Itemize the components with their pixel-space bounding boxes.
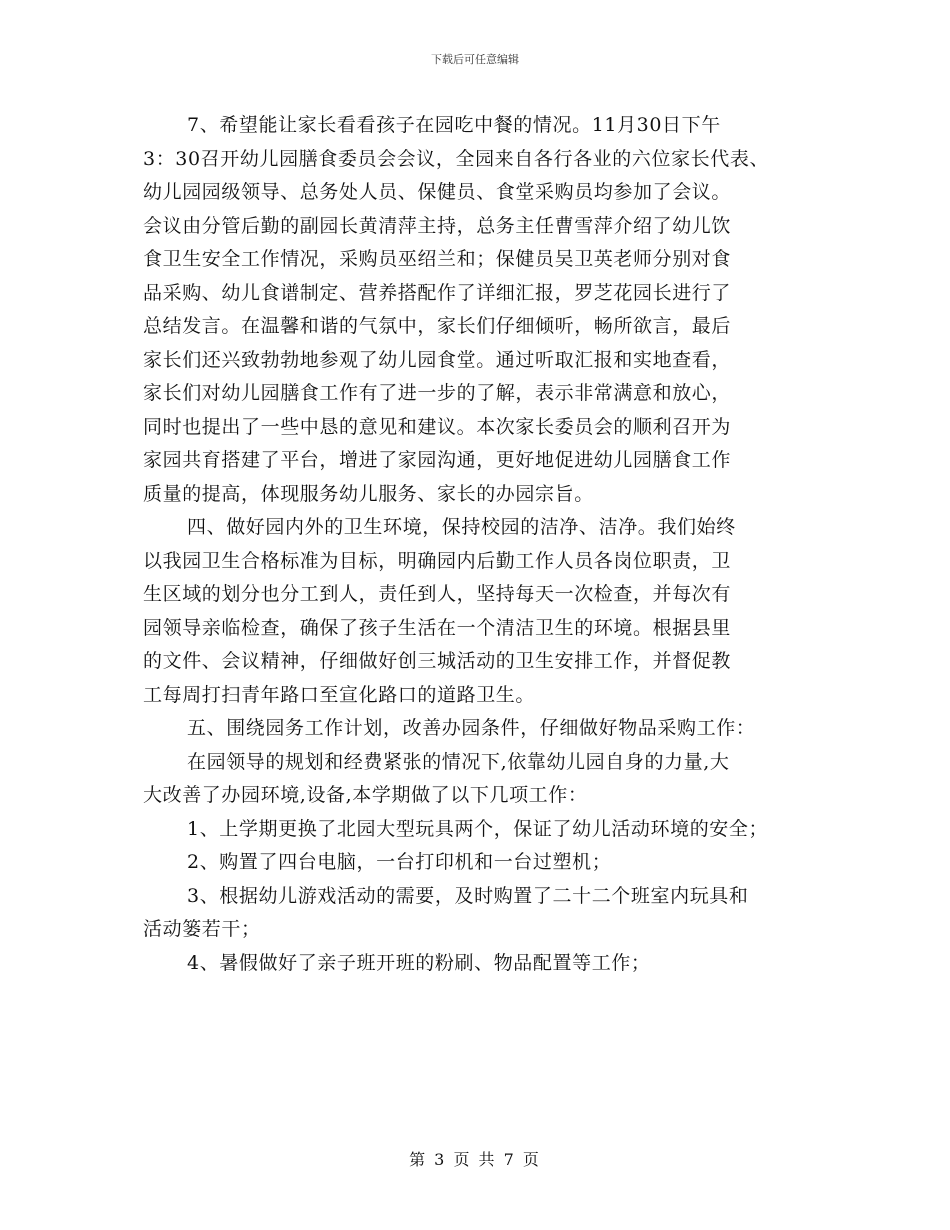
text-line: 同时也提出了一些中恳的意见和建议。本次家长委员会的顺利召开为: [143, 415, 732, 438]
text-line: 活动篓若干；: [143, 918, 261, 940]
text-line: 家园共育搭建了平台，增进了家园沟通，更好地促进幼儿园膳食工作: [143, 449, 732, 471]
page-header: 下载后可任意编辑: [431, 53, 519, 66]
text-line: 食卫生安全工作情况，采购员巫绍兰和；保健员吴卫英老师分别对食: [143, 248, 732, 270]
text-line: 质量的提高，体现服务幼儿服务、家长的办园宗旨。: [143, 482, 594, 505]
text-line: 4、暑假做好了亲子班开班的粉刷、物品配置等工作；: [187, 951, 651, 974]
text-line: 五、围绕园务工作计划，改善办园条件，仔细做好物品采购工作：: [187, 717, 756, 739]
text-line: 7、希望能让家长看看孩子在园吃中餐的情况。11月30日下午: [187, 114, 721, 136]
text-line: 园领导亲临检查，确保了孩子生活在一个清洁卫生的环境。根据县里: [143, 616, 732, 639]
text-line: 四、做好园内外的卫生环境，保持校园的洁净、洁净。我们始终: [187, 516, 736, 538]
text-line: 家长们对幼儿园膳食工作有了进一步的了解，表示非常满意和放心，: [143, 382, 732, 404]
text-line: 的文件、会议精神，仔细做好创三城活动的卫生安排工作，并督促教: [143, 650, 732, 672]
text-line: 在园领导的规划和经费紧张的情况下,依靠幼儿园自身的力量,大: [187, 750, 730, 773]
text-line: 总结发言。在温馨和谐的气氛中，家长们仔细倾听，畅所欲言，最后: [143, 315, 732, 337]
document-body: [143, 109, 823, 980]
text-line: 1、上学期更换了北园大型玩具两个，保证了幼儿活动环境的安全；: [187, 817, 769, 840]
text-line: 生区域的划分也分工到人，责任到人，坚持每天一次检查，并每次有: [143, 583, 732, 605]
text-line: 会议由分管后勤的副园长黄清萍主持，总务主任曹雪萍介绍了幼儿饮: [143, 214, 732, 237]
text-line: 品采购、幼儿食谱制定、营养搭配作了详细汇报，罗芝花园长进行了: [143, 281, 732, 304]
text-line: 2、购置了四台电脑，一台打印机和一台过塑机；: [187, 851, 612, 873]
text-line: 3：30召开幼儿园膳食委员会会议，全园来自各行各业的六位家长代表、: [143, 147, 770, 170]
text-line: 大改善了办园环境,设备,本学期做了以下几项工作：: [143, 784, 588, 806]
text-line: 3、根据幼儿游戏活动的需要，及时购置了二十二个班室内玩具和: [187, 884, 749, 907]
text-line: 工每周打扫青年路口至宣化路口的道路卫生。: [143, 683, 536, 706]
text-line: 以我园卫生合格标准为目标，明确园内后勤工作人员各岗位职责，卫: [143, 549, 732, 572]
text-line: 幼儿园园级领导、总务处人员、保健员、食堂采购员均参加了会议。: [143, 181, 732, 203]
text-line: 家长们还兴致勃勃地参观了幼儿园食堂。通过听取汇报和实地查看，: [143, 348, 732, 371]
page-footer: 第 3 页 共 7 页: [409, 1150, 541, 1169]
